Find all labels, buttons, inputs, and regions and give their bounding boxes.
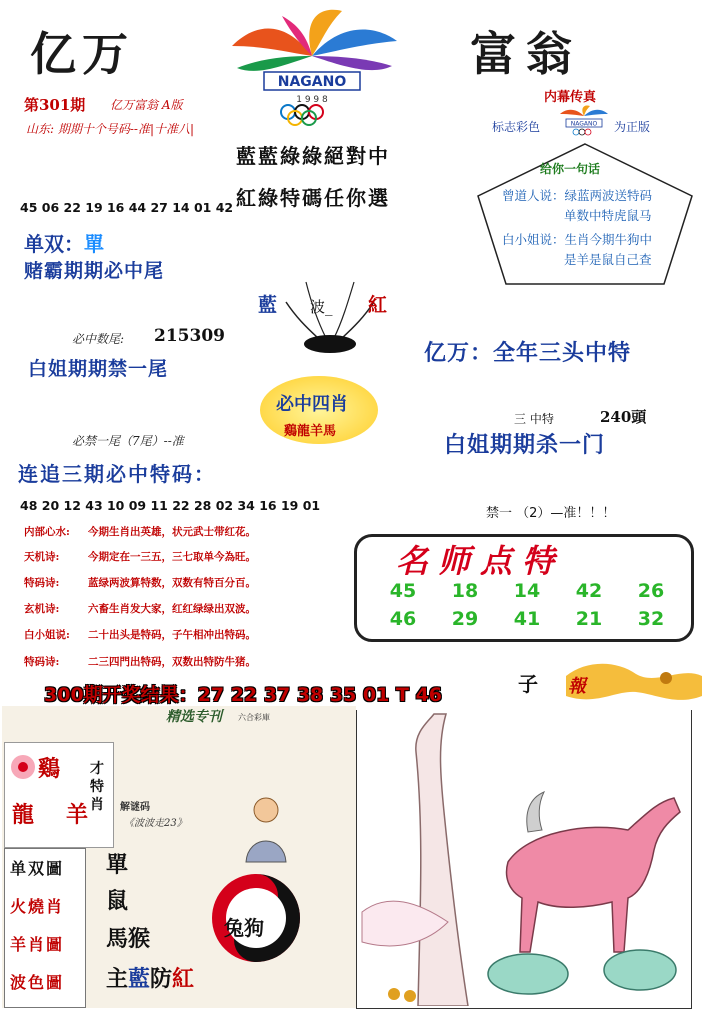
fax-left-label: 标志彩色 xyxy=(492,120,541,134)
must-digit-value: 215309 xyxy=(154,326,225,346)
fax-right-label: 为正版 xyxy=(614,120,651,134)
master-number: 18 xyxy=(451,580,479,602)
rat-char: 鼠 xyxy=(106,888,129,914)
pentagon-line-2: 单数中特虎鼠马 xyxy=(564,208,652,223)
pentagon-line-1: 曾道人说：绿蓝两波送特码 xyxy=(502,188,653,203)
poem-text: 蓝绿两波算特数，双数有特百分百。 xyxy=(88,577,256,589)
logo-text: NAGANO xyxy=(277,74,347,90)
master-number: 45 xyxy=(389,580,417,602)
single-char: 單 xyxy=(106,852,129,878)
poem-label: 内部心水: xyxy=(24,526,70,538)
chart-list-item: 单双圖 xyxy=(10,859,65,878)
goat-char: 羊 xyxy=(66,802,89,828)
single-double-row xyxy=(24,228,104,257)
flower-icon xyxy=(8,752,38,782)
ban-tail-note: 必禁一尾（7尾）--准 xyxy=(72,434,184,448)
fax-title: 内幕传真 xyxy=(544,90,597,105)
poem-line-1: 藍藍綠綠絕對中 xyxy=(236,144,390,168)
monk-figure xyxy=(236,794,296,864)
title-right: 富翁 xyxy=(470,27,582,81)
olympic-rings xyxy=(281,105,323,125)
defend-char: 防 xyxy=(150,966,173,992)
logo-year: 1 9 9 8 xyxy=(296,95,328,105)
ban-tail-motto: 白姐期期禁一尾 xyxy=(28,358,169,380)
must-digit-label: 必中数尾: xyxy=(72,332,125,346)
wave-bowl-figure xyxy=(256,272,406,364)
title-left: 亿万 xyxy=(30,27,134,81)
dragon-char: 龍 xyxy=(12,802,35,828)
mini-logo xyxy=(556,104,612,138)
poem-label: 特码诗: xyxy=(24,577,60,589)
poem-list xyxy=(24,524,354,672)
mini-logo-text: NAGANO xyxy=(570,120,598,128)
chase-title: 连追三期必中特码： xyxy=(18,462,216,486)
pentagon-line-3: 白小姐说：生肖今期牛狗中 xyxy=(502,232,653,247)
vertical-caption: 才特肖 xyxy=(90,761,104,813)
poem-label: 白小姐说: xyxy=(24,629,70,641)
issue-note: 山东: 期期十个号码--准|十准八| xyxy=(26,122,195,136)
poem-text: 六畜生肖发大家，红红绿绿出双波。 xyxy=(88,603,256,615)
horse-monkey-chars: 馬猴 xyxy=(106,926,151,952)
ban-one-note: 禁一 （2）—准！！！ xyxy=(486,506,616,521)
poem-label: 特码诗: xyxy=(24,656,60,668)
single-double-value: 單 xyxy=(84,232,104,256)
rabbit-dog-chars: 兔狗 xyxy=(224,916,264,940)
three-head-value: 240頭 xyxy=(600,408,647,426)
chase-number-list: 48 20 12 43 10 09 11 22 28 02 34 16 19 01 xyxy=(20,498,321,513)
four-zodiac-animals: 鷄龍羊馬 xyxy=(284,424,337,439)
poem-label: 天机诗: xyxy=(24,551,60,563)
top-number-list: 45 06 22 19 16 44 27 14 01 42 xyxy=(20,200,234,215)
pentagon-heading: 给你一句话 xyxy=(540,162,601,176)
red-char: 紅 xyxy=(172,966,195,992)
special-issue-banner: 精选专刊 xyxy=(166,709,222,725)
riddle-label: 解谜码 xyxy=(120,802,150,813)
special-issue-sub: 六合彩庫 xyxy=(238,713,270,722)
chart-list-item: 火燒肖 xyxy=(10,897,65,916)
draw-result: 300期开奖结果：27 22 37 38 35 01 T 46 xyxy=(44,684,443,706)
zodiac-zi-char: 子 xyxy=(518,672,538,696)
master-number: 14 xyxy=(513,580,541,602)
wave-red-label: 紅 xyxy=(368,294,388,316)
poem-line-2: 紅綠特碼任你選 xyxy=(236,186,390,210)
tail-motto: 赌霸期期必中尾 xyxy=(24,260,165,282)
chart-list-item: 羊肖圖 xyxy=(10,935,65,954)
nagano-logo xyxy=(212,6,412,126)
three-head-label: 三 中特 xyxy=(514,412,554,426)
wave-middle-label: 波_ xyxy=(310,298,333,316)
poem-label: 玄机诗: xyxy=(24,603,60,615)
main-char: 主 xyxy=(106,966,129,992)
master-number: 42 xyxy=(575,580,603,602)
main-defend-row xyxy=(106,962,194,993)
master-number: 26 xyxy=(637,580,665,602)
poem-text: 今期定在一三五，三七取单今為旺。 xyxy=(88,551,256,563)
wave-blue-label: 藍 xyxy=(258,294,278,316)
kill-one-motto: 白姐期期杀一门 xyxy=(444,432,606,458)
issue-number: 第301期 xyxy=(24,96,86,114)
four-zodiac-title: 必中四肖 xyxy=(276,394,348,415)
yiwan-slogan: 亿万：全年三头中特 xyxy=(424,340,632,366)
single-double-label: 单双： xyxy=(24,232,84,256)
master-number: 46 xyxy=(389,608,417,630)
poem-text: 二十出头是特码，子午相冲出特码。 xyxy=(88,629,256,641)
master-number: 41 xyxy=(513,608,541,630)
chicken-char: 鷄 xyxy=(38,756,61,782)
master-number: 32 xyxy=(637,608,665,630)
master-number: 21 xyxy=(575,608,603,630)
riddle-note: 《波波走23》 xyxy=(124,818,187,829)
blue-char: 藍 xyxy=(128,966,151,992)
pentagon-line-4: 是羊是鼠自己查 xyxy=(564,252,652,267)
flower-petals xyxy=(232,10,397,71)
goat-illustration xyxy=(358,712,688,1006)
issue-subtitle: 亿万富翁 A版 xyxy=(110,98,183,112)
zodiac-bao-char: 報 xyxy=(568,676,586,697)
master-number: 29 xyxy=(451,608,479,630)
poem-text: 今期生肖出英雄，状元武士带红花。 xyxy=(88,526,256,538)
chart-list-item: 波色圖 xyxy=(10,973,65,992)
poem-text: 二三四門出特码，双数出特防牛猪。 xyxy=(88,656,256,668)
master-pick-title: 名师点特 xyxy=(396,542,565,580)
